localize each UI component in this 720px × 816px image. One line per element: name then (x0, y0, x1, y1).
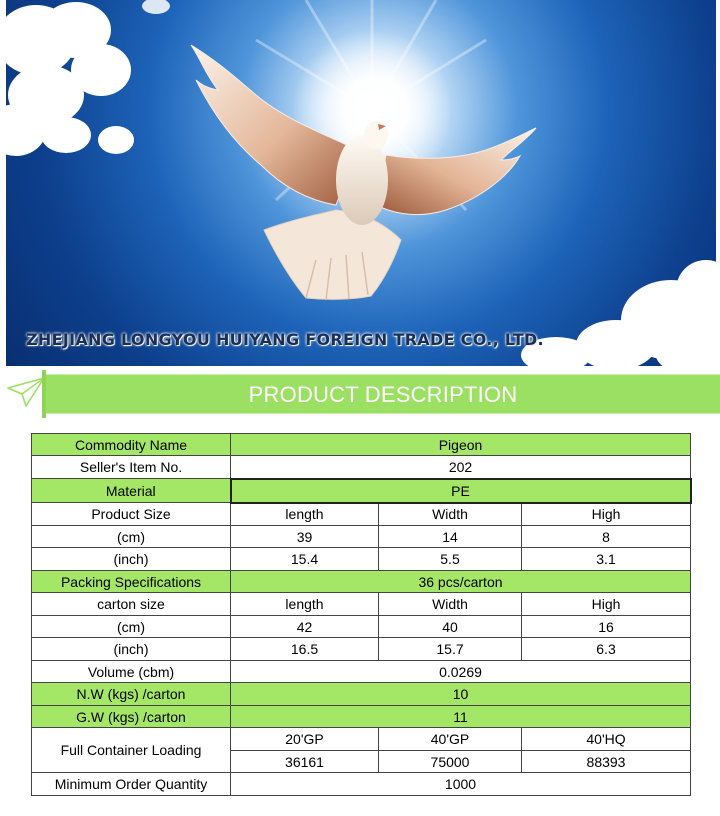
table-row (32, 434, 691, 456)
container-header-20gp: 20'GP (231, 728, 379, 750)
carton-size-label: carton size (32, 593, 231, 615)
cloud-bottom-right (521, 260, 716, 366)
net-weight-label: N.W (kgs) /carton (32, 683, 231, 705)
carton-size-cm-label: (cm) (32, 615, 231, 637)
table-row (32, 456, 691, 479)
carton-size-inch-width: 15.7 (379, 638, 522, 660)
container-loading-label: Full Container Loading (32, 728, 231, 773)
commodity-name-value: Pigeon (231, 434, 691, 456)
section-title: PRODUCT DESCRIPTION (248, 382, 518, 407)
commodity-name-label: Commodity Name (32, 434, 231, 456)
product-size-label: Product Size (32, 503, 231, 526)
material-label: Material (32, 479, 231, 503)
net-weight-value: 10 (231, 683, 691, 705)
table-row (32, 705, 691, 727)
product-size-cm-high: 8 (522, 526, 691, 548)
gross-weight-label: G.W (kgs) /carton (32, 705, 231, 727)
carton-size-header-high: High (522, 593, 691, 615)
packing-label: Packing Specifications (32, 570, 231, 592)
product-size-header-length: length (231, 503, 379, 526)
carton-size-inch-high: 6.3 (522, 638, 691, 660)
product-size-inch-label: (inch) (32, 548, 231, 570)
moq-value: 1000 (231, 773, 691, 796)
container-value-40gp: 75000 (379, 750, 522, 772)
carton-size-cm-length: 42 (231, 615, 379, 637)
seller-item-label: Seller's Item No. (32, 456, 231, 479)
product-size-cm-width: 14 (379, 526, 522, 548)
table-row (32, 526, 691, 548)
product-size-cm-label: (cm) (32, 526, 231, 548)
table-row (32, 593, 691, 615)
table-row (32, 615, 691, 637)
table-row (32, 570, 691, 592)
material-value: PE (231, 479, 691, 503)
moq-label: Minimum Order Quantity (32, 773, 231, 796)
section-header (0, 372, 720, 414)
container-header-40gp: 40'GP (379, 728, 522, 750)
cloud-top-left (6, 0, 170, 156)
gross-weight-value: 11 (231, 705, 691, 727)
product-size-cm-length: 39 (231, 526, 379, 548)
packing-value: 36 pcs/carton (231, 570, 691, 592)
table-row (32, 503, 691, 526)
volume-label: Volume (cbm) (32, 660, 231, 682)
carton-size-cm-high: 16 (522, 615, 691, 637)
container-header-40hq: 40'HQ (522, 728, 691, 750)
carton-size-header-length: length (231, 593, 379, 615)
table-row (32, 773, 691, 796)
table-row (32, 660, 691, 682)
table-row (32, 548, 691, 570)
banner-image (6, 0, 716, 366)
carton-size-header-width: Width (379, 593, 522, 615)
seller-item-value: 202 (231, 456, 691, 479)
section-title-bar (46, 374, 720, 414)
product-spec-table (31, 433, 692, 796)
company-name: ZHEJIANG LONGYOU HUIYANG FOREIGN TRADE CO., LTD. (26, 330, 544, 349)
product-size-inch-high: 3.1 (522, 548, 691, 570)
volume-value: 0.0269 (231, 660, 691, 682)
container-value-40hq: 88393 (522, 750, 691, 772)
carton-size-inch-label: (inch) (32, 638, 231, 660)
table-row (32, 683, 691, 705)
container-value-20gp: 36161 (231, 750, 379, 772)
product-size-header-high: High (522, 503, 691, 526)
carton-size-cm-width: 40 (379, 615, 522, 637)
product-size-header-width: Width (379, 503, 522, 526)
carton-size-inch-length: 16.5 (231, 638, 379, 660)
table-row (32, 638, 691, 660)
table-row (32, 728, 691, 750)
product-size-inch-width: 5.5 (379, 548, 522, 570)
pigeon-sky-illustration (6, 0, 716, 366)
table-row (32, 479, 691, 503)
product-size-inch-length: 15.4 (231, 548, 379, 570)
